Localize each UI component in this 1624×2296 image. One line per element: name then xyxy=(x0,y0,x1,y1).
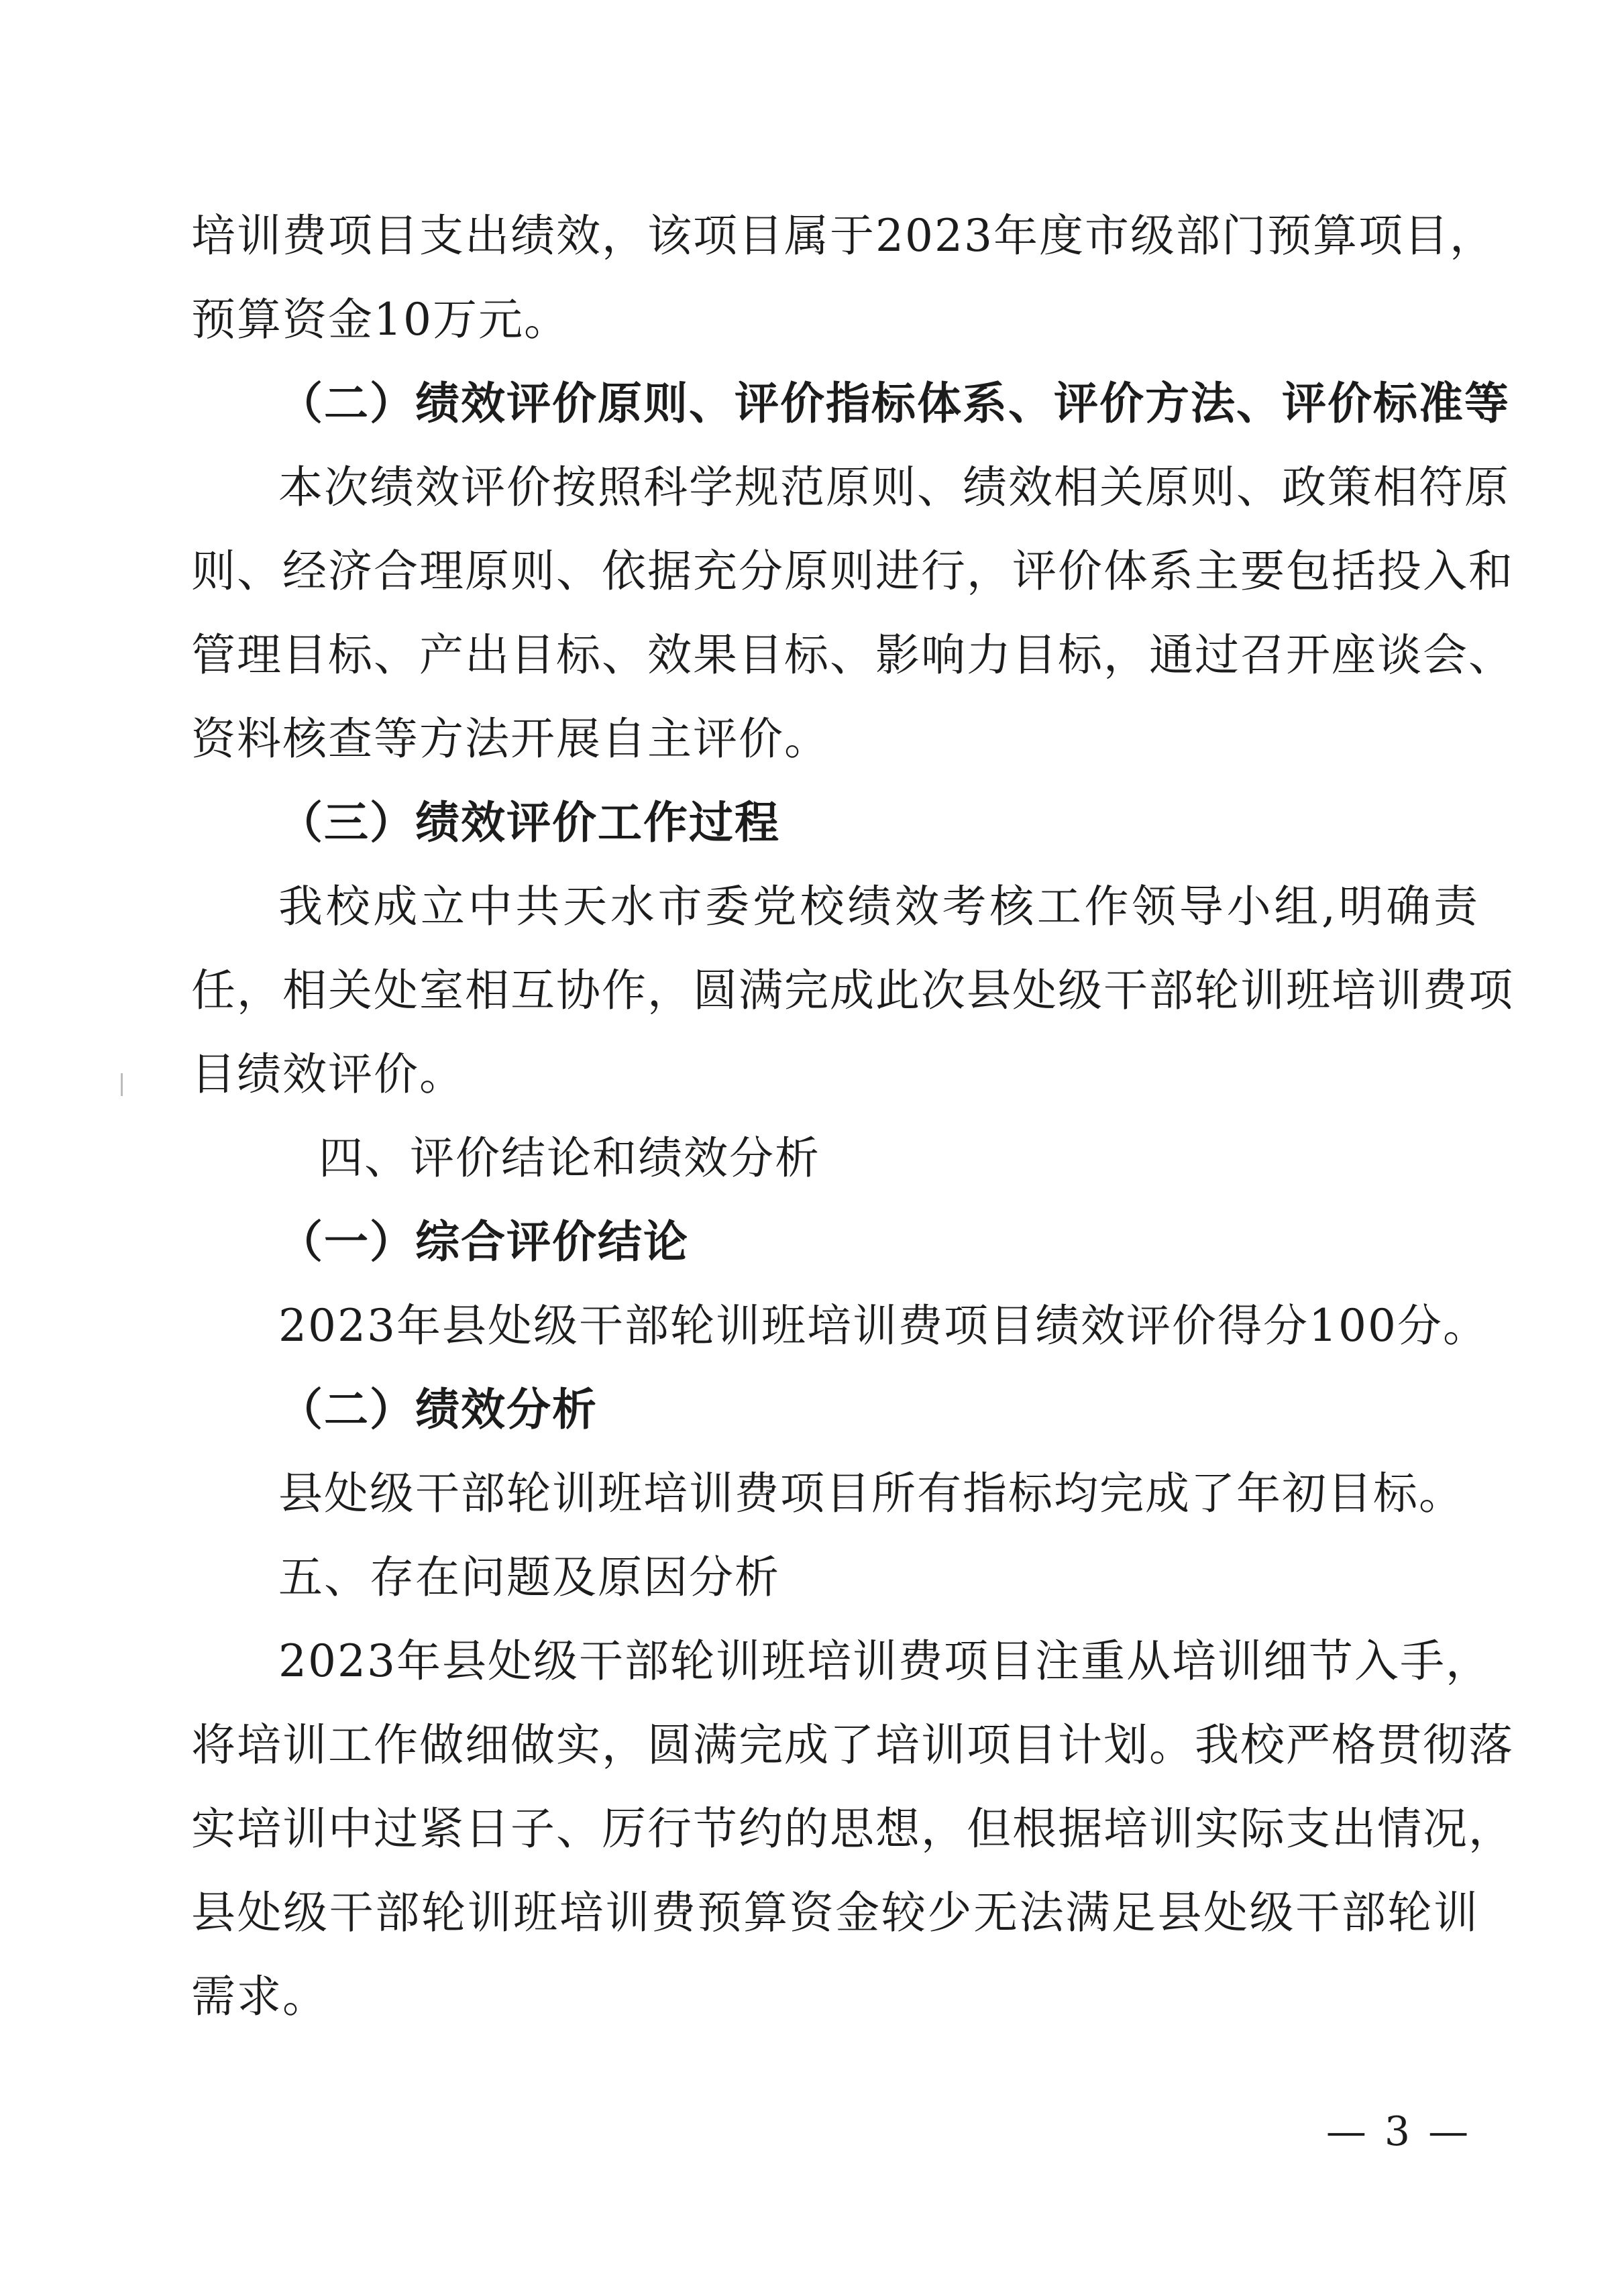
chapter-heading: 五、存在问题及原因分析 xyxy=(278,1551,780,1603)
section-heading: （二）绩效评价原则、评价指标体系、评价方法、评价标准等 xyxy=(278,378,1510,429)
paragraph-line: 管理目标、产出目标、效果目标、影响力目标，通过召开座谈会、 xyxy=(191,629,1514,681)
paragraph-line: 培训费项目支出绩效，该项目属于2023年度市级部门预算项目， xyxy=(191,210,1495,262)
paragraph-line: 县处级干部轮训班培训费预算资金较少无法满足县处级干部轮训 xyxy=(191,1887,1479,1938)
scan-mark xyxy=(121,1073,123,1096)
paragraph-line: 本次绩效评价按照科学规范原则、绩效相关原则、政策相符原 xyxy=(278,461,1510,513)
paragraph-line: 实培训中过紧日子、厉行节约的思想，但根据培训实际支出情况， xyxy=(191,1803,1514,1855)
chapter-heading: 四、评价结论和绩效分析 xyxy=(319,1132,820,1184)
paragraph-line: 我校成立中共天水市委党校绩效考核工作领导小组,明确责 xyxy=(278,881,1479,932)
paragraph-line: 2023年县处级干部轮训班培训费项目注重从培训细节入手， xyxy=(278,1635,1491,1687)
paragraph-line: 资料核查等方法开展自主评价。 xyxy=(191,713,830,765)
page-number: — 3 — xyxy=(1325,2108,1472,2155)
paragraph-line: 将培训工作做细做实，圆满完成了培训项目计划。我校严格贯彻落 xyxy=(191,1719,1514,1771)
paragraph-line: 预算资金10万元。 xyxy=(191,294,570,345)
paragraph-line: 则、经济合理原则、依据充分原则进行，评价体系主要包括投入和 xyxy=(191,545,1514,597)
paragraph-line: 2023年县处级干部轮训班培训费项目绩效评价得分100分。 xyxy=(278,1300,1488,1352)
paragraph-line: 任，相关处室相互协作，圆满完成此次县处级干部轮训班培训费项 xyxy=(191,965,1514,1016)
section-heading: （三）绩效评价工作过程 xyxy=(278,797,780,849)
section-heading: （一）综合评价结论 xyxy=(278,1216,689,1268)
paragraph-line: 需求。 xyxy=(191,1971,328,2022)
paragraph-line: 县处级干部轮训班培训费项目所有指标均完成了年初目标。 xyxy=(278,1468,1464,1519)
section-heading: （二）绩效分析 xyxy=(278,1384,598,1435)
paragraph-line: 目绩效评价。 xyxy=(191,1048,465,1100)
